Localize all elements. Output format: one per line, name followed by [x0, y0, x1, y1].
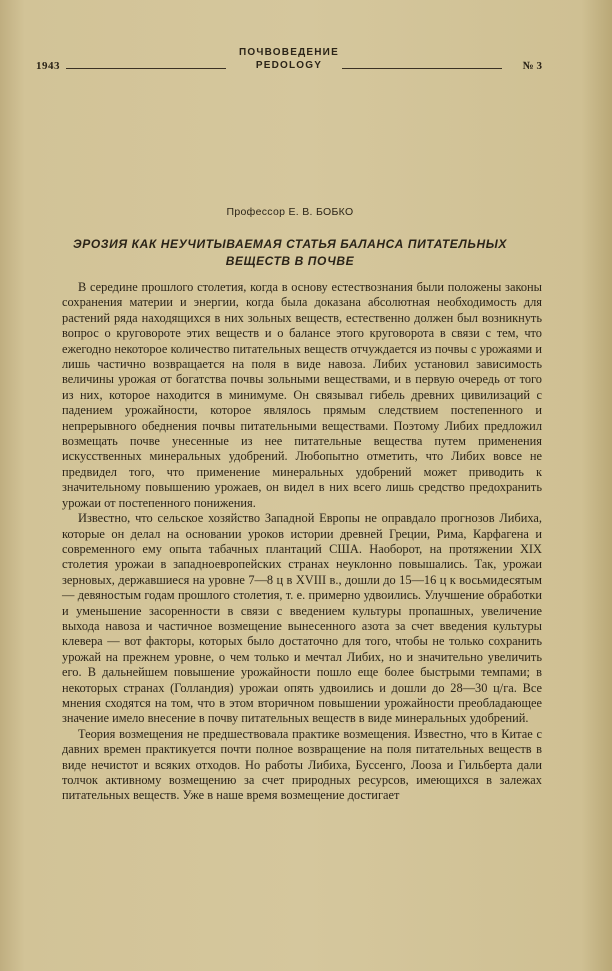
- journal-title-ru: ПОЧВОВЕДЕНИЕ: [239, 47, 339, 58]
- paragraph: Теория возмещения не предшествовала практике возмещения. Известно, что в Китае с давних времен практикуется почти полное возвращение на поля питательных веществ в виде нечистот и всяких отходов. Но работы Либиха, Буссенго, Лооза и Гильберта дали толчок активному возмещению за счет природных ресурсов, имеющихся в залежах питательных веществ. Уже в наше время возмещение достигает: [62, 726, 542, 803]
- paragraph: Известно, что сельское хозяйство Западной Европы не оправдало прогнозов Либиха, которые он делал на основании уроков истории древней Греции, Рима, Карфагена и современного ему опыта табачных плантаций США. Наоборот, на протяжении XIX столетия урожаи в западноевропейских странах неуклонно повышались. Так, урожаи зерновых, державшиеся на уровне 7—8 ц в XVIII в., дошли до 15—16 ц к восьмидесятым — девяностым годам прошлого столетия, т. е. примерно удвоились. Улучшение обработки и уменьшение засоренности в связи с введением культуры пропашных, увеличение выхода навоза и частичное возмещение вынесенного азота за счет введения культуры клевера — вот факторы, которых было достаточно для того, чтобы не только сохранить урожай на прежнем уровне, о чем только и мечтал Либих, но и значительно увеличить его. В дальнейшем повышение урожайности пошло еще более быстрыми темпами; в некоторых странах (Голландия) урожаи опять удвоились и дошли до 28—30 ц/га. Все мнения сходятся на том, что в этом вторичном повышении урожайности преобладающее значение имело внесение в почву питательных веществ в виде минеральных удобрений.: [62, 511, 542, 726]
- article-title: ЭРОЗИЯ КАК НЕУЧИТЫВАЕМАЯ СТАТЬЯ БАЛАНСА ПИТАТЕЛЬНЫХ ВЕЩЕСТВ В ПОЧВЕ: [73, 237, 507, 268]
- article-body: [62, 280, 542, 804]
- header-rule-right: [342, 68, 502, 69]
- running-head: [36, 44, 542, 84]
- year-label: 1943: [36, 60, 60, 72]
- issue-number: № 3: [522, 60, 542, 72]
- paragraph: В середине прошлого столетия, когда в основу естествознания были положены законы сохранения материи и энергии, когда была доказана абсолютная необходимость для растений ряда находящихся в них зольных веществ, естественно должен был возникнуть вопрос о круговороте этих веществ и о балансе этого круговорота в связи с тем, что ежегодно некоторое количество питательных веществ отчуждается из почвы с урожаями и лишь частично возвращается на поля в виде навоза. Либих установил зависимость величины урожая от богатства почвы зольными веществами, и в первую очередь от того из них, которое находится в минимуме. Он связывал гибель древних цивилизаций с падением урожайности, которое являлось прямым следствием постепенного и непрерывного обеднения почвы питательными веществами. Поэтому Либих предложил возмещать почве унесенные из нее питательные вещества путем применения искусственных минеральных удобрений. Любопытно отметить, что Либих вовсе не предвидел того, что применение минеральных удобрений может приводить к значительному повышению урожаев, он видел в них всего лишь средство предохранить урожаи от постепенного понижения.: [62, 280, 542, 510]
- journal-title-en: PEDOLOGY: [255, 60, 323, 71]
- article-author: Профессор Е. В. БОБКО: [226, 206, 354, 218]
